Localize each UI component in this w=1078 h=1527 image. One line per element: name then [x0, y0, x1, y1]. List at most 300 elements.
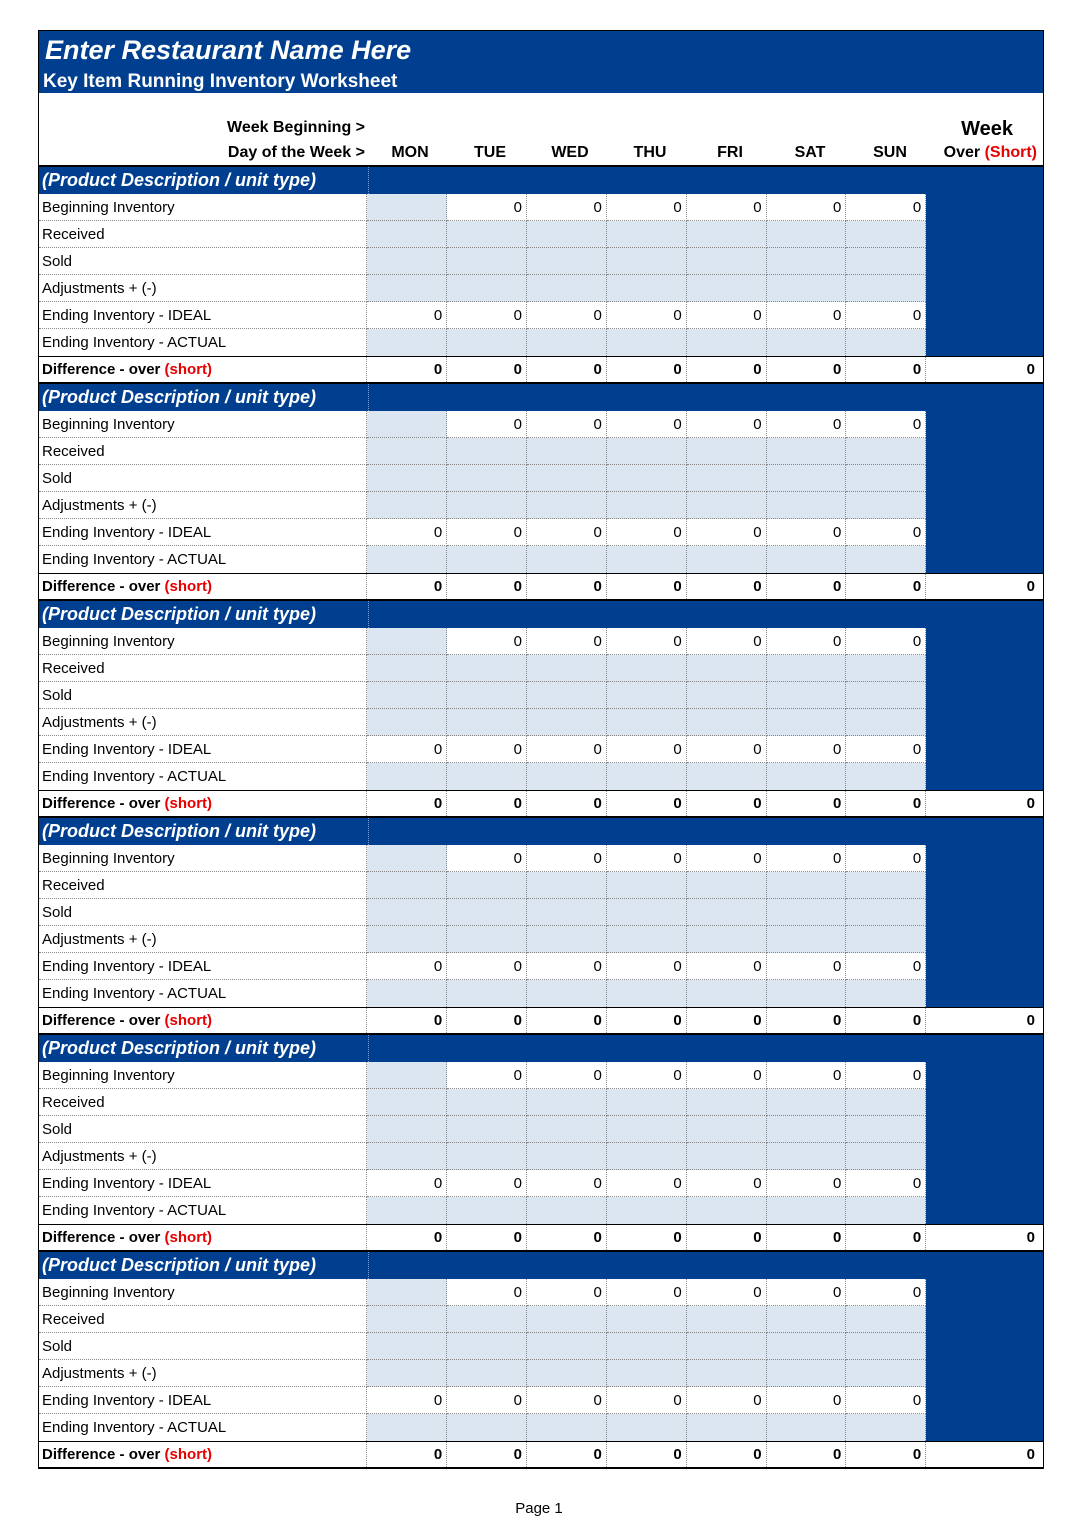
cell-sold-thu[interactable] [607, 682, 687, 709]
cell-received-sun[interactable] [846, 438, 926, 465]
cell-beginning-inventory-wed: 0 [527, 1062, 607, 1089]
cell-ending-inventory-actual-mon[interactable] [367, 329, 447, 356]
week-column-fill [926, 492, 1043, 519]
product-section [38, 818, 1044, 1035]
cell-adjustments-tue[interactable] [447, 492, 527, 519]
cell-received-mon[interactable] [367, 872, 447, 899]
row-label: Received [39, 221, 367, 248]
cell-ending-inventory-actual-sat[interactable] [767, 1197, 847, 1224]
product-description[interactable]: (Product Description / unit type) [42, 170, 317, 190]
cell-adjustments-sun[interactable] [846, 709, 926, 736]
row-ending-inventory-actual [39, 546, 1043, 573]
row-label: Sold [39, 1333, 367, 1360]
cell-sold-tue[interactable] [447, 1116, 527, 1143]
product-description[interactable]: (Product Description / unit type) [42, 1038, 317, 1058]
cell-ending-inventory-actual-thu[interactable] [607, 546, 687, 573]
cell-adjustments-mon[interactable] [367, 1360, 447, 1387]
cell-sold-thu[interactable] [607, 248, 687, 275]
row-ending-inventory-actual [39, 763, 1043, 790]
cell-adjustments-sat[interactable] [767, 926, 847, 953]
product-description[interactable]: (Product Description / unit type) [42, 387, 317, 407]
cell-sold-thu[interactable] [607, 465, 687, 492]
week-column-fill [926, 275, 1043, 302]
cell-adjustments-thu[interactable] [607, 1360, 687, 1387]
week-column-fill [926, 248, 1043, 275]
week-column-fill [926, 465, 1043, 492]
cell-adjustments-tue[interactable] [447, 1143, 527, 1170]
cell-sold-sun[interactable] [846, 899, 926, 926]
cell-ending-inventory-ideal-wed: 0 [527, 519, 607, 546]
cell-received-sun[interactable] [846, 872, 926, 899]
cell-received-tue[interactable] [447, 221, 527, 248]
cell-received-sat[interactable] [767, 655, 847, 682]
cell-sold-sun[interactable] [846, 682, 926, 709]
cell-received-wed[interactable] [527, 438, 607, 465]
row-adjustments [39, 1143, 1043, 1170]
cell-ending-inventory-actual-sun[interactable] [846, 1197, 926, 1224]
row-label: Adjustments + (-) [39, 492, 367, 519]
cell-adjustments-fri[interactable] [687, 275, 767, 302]
cell-ending-inventory-ideal-thu: 0 [607, 302, 687, 329]
cell-adjustments-wed[interactable] [527, 1143, 607, 1170]
cell-adjustments-mon[interactable] [367, 1143, 447, 1170]
cell-ending-inventory-ideal-sun: 0 [846, 1170, 926, 1197]
cell-received-thu[interactable] [607, 1306, 687, 1333]
product-description[interactable]: (Product Description / unit type) [42, 604, 317, 624]
cell-received-thu[interactable] [607, 872, 687, 899]
week-column-fill [926, 1306, 1043, 1333]
cell-received-sat[interactable] [767, 1306, 847, 1333]
cell-sold-wed[interactable] [527, 899, 607, 926]
cell-ending-inventory-actual-sun[interactable] [846, 980, 926, 1007]
row-label: Received [39, 655, 367, 682]
row-label: Beginning Inventory [39, 194, 367, 221]
cell-difference-wed: 0 [527, 1442, 607, 1467]
row-difference [39, 1224, 1043, 1250]
week-column-fill [926, 709, 1043, 736]
cell-received-thu[interactable] [607, 655, 687, 682]
cell-ending-inventory-actual-fri[interactable] [687, 329, 767, 356]
day-header-wed: WED [551, 144, 589, 161]
cell-adjustments-sun[interactable] [846, 492, 926, 519]
cell-ending-inventory-actual-tue[interactable] [447, 763, 527, 790]
cell-received-thu[interactable] [607, 1089, 687, 1116]
row-label: Sold [39, 465, 367, 492]
cell-sold-wed[interactable] [527, 1116, 607, 1143]
cell-ending-inventory-actual-wed[interactable] [527, 546, 607, 573]
cell-sold-sun[interactable] [846, 1333, 926, 1360]
cell-sold-thu[interactable] [607, 1116, 687, 1143]
cell-sold-fri[interactable] [687, 1333, 767, 1360]
week-column-fill [926, 1170, 1043, 1197]
cell-adjustments-sat[interactable] [767, 1143, 847, 1170]
week-column-fill [926, 546, 1043, 573]
cell-ending-inventory-actual-mon[interactable] [367, 1414, 447, 1441]
cell-ending-inventory-actual-tue[interactable] [447, 980, 527, 1007]
row-label: Adjustments + (-) [39, 275, 367, 302]
product-sections [38, 167, 1044, 1469]
cell-ending-inventory-actual-thu[interactable] [607, 763, 687, 790]
cell-received-fri[interactable] [687, 872, 767, 899]
cell-received-tue[interactable] [447, 1089, 527, 1116]
cell-ending-inventory-ideal-fri: 0 [687, 1387, 767, 1414]
cell-adjustments-mon[interactable] [367, 709, 447, 736]
cell-beginning-inventory-wed: 0 [527, 1279, 607, 1306]
cell-adjustments-thu[interactable] [607, 926, 687, 953]
row-label: Adjustments + (-) [39, 1360, 367, 1387]
cell-ending-inventory-actual-fri[interactable] [687, 1197, 767, 1224]
row-adjustments [39, 926, 1043, 953]
cell-sold-thu[interactable] [607, 1333, 687, 1360]
cell-adjustments-wed[interactable] [527, 275, 607, 302]
week-column-fill [926, 1197, 1043, 1224]
week-over-short-total: 0 [926, 574, 1043, 599]
cell-received-thu[interactable] [607, 221, 687, 248]
cell-adjustments-fri[interactable] [687, 1360, 767, 1387]
short-label: (Short) [984, 144, 1037, 161]
week-over-short-total: 0 [926, 791, 1043, 816]
cell-received-wed[interactable] [527, 1306, 607, 1333]
cell-received-mon[interactable] [367, 438, 447, 465]
cell-sold-fri[interactable] [687, 682, 767, 709]
row-received [39, 1089, 1043, 1116]
week-column-fill [926, 1387, 1043, 1414]
cell-beginning-inventory-fri: 0 [687, 1062, 767, 1089]
cell-received-sat[interactable] [767, 438, 847, 465]
week-column-fill [926, 1143, 1043, 1170]
cell-ending-inventory-actual-mon[interactable] [367, 1197, 447, 1224]
row-ending-inventory-ideal [39, 953, 1043, 980]
difference-short: (short) [164, 1012, 213, 1029]
cell-sold-mon[interactable] [367, 248, 447, 275]
cell-beginning-inventory-sat: 0 [767, 1279, 847, 1306]
row-adjustments [39, 1360, 1043, 1387]
cell-ending-inventory-actual-sun[interactable] [846, 1414, 926, 1441]
cell-beginning-inventory-sat: 0 [767, 845, 847, 872]
cell-adjustments-sat[interactable] [767, 1360, 847, 1387]
cell-sold-sat[interactable] [767, 1116, 847, 1143]
cell-sold-sat[interactable] [767, 899, 847, 926]
cell-beginning-inventory-tue: 0 [447, 845, 527, 872]
cell-sold-sun[interactable] [846, 465, 926, 492]
row-ending-inventory-ideal [39, 302, 1043, 329]
cell-adjustments-fri[interactable] [687, 492, 767, 519]
cell-received-sun[interactable] [846, 221, 926, 248]
cell-received-tue[interactable] [447, 438, 527, 465]
cell-difference-wed: 0 [527, 1008, 607, 1033]
cell-received-mon[interactable] [367, 1089, 447, 1116]
cell-ending-inventory-actual-wed[interactable] [527, 329, 607, 356]
header-divider [368, 1035, 369, 1062]
week-column-fill [926, 845, 1043, 872]
cell-received-tue[interactable] [447, 872, 527, 899]
week-over-short-total: 0 [926, 1008, 1043, 1033]
cell-sold-sun[interactable] [846, 248, 926, 275]
cell-beginning-inventory-mon[interactable] [367, 1062, 447, 1089]
row-received [39, 221, 1043, 248]
week-column-fill [926, 1279, 1043, 1306]
cell-ending-inventory-actual-tue[interactable] [447, 1197, 527, 1224]
cell-adjustments-thu[interactable] [607, 275, 687, 302]
cell-sold-wed[interactable] [527, 1333, 607, 1360]
cell-adjustments-wed[interactable] [527, 492, 607, 519]
cell-ending-inventory-actual-sat[interactable] [767, 1414, 847, 1441]
difference-prefix: Difference - over [42, 1446, 165, 1463]
cell-received-fri[interactable] [687, 438, 767, 465]
row-sold [39, 899, 1043, 926]
cell-adjustments-tue[interactable] [447, 1360, 527, 1387]
cell-adjustments-thu[interactable] [607, 709, 687, 736]
difference-label [39, 574, 367, 599]
difference-prefix: Difference - over [42, 795, 165, 812]
cell-received-wed[interactable] [527, 221, 607, 248]
cell-ending-inventory-ideal-tue: 0 [447, 1170, 527, 1197]
cell-ending-inventory-actual-fri[interactable] [687, 763, 767, 790]
cell-received-sun[interactable] [846, 1089, 926, 1116]
cell-beginning-inventory-sun: 0 [846, 1062, 926, 1089]
week-column-fill [926, 980, 1043, 1007]
worksheet-title: Key Item Running Inventory Worksheet [43, 71, 398, 92]
cell-received-fri[interactable] [687, 221, 767, 248]
difference-label [39, 1442, 367, 1467]
cell-difference-sat: 0 [767, 357, 847, 382]
cell-received-tue[interactable] [447, 1306, 527, 1333]
cell-ending-inventory-actual-sun[interactable] [846, 329, 926, 356]
cell-ending-inventory-actual-tue[interactable] [447, 546, 527, 573]
cell-adjustments-wed[interactable] [527, 926, 607, 953]
cell-sold-sat[interactable] [767, 1333, 847, 1360]
cell-ending-inventory-ideal-thu: 0 [607, 953, 687, 980]
cell-adjustments-sun[interactable] [846, 926, 926, 953]
cell-ending-inventory-actual-tue[interactable] [447, 329, 527, 356]
cell-ending-inventory-actual-mon[interactable] [367, 546, 447, 573]
cell-ending-inventory-actual-sat[interactable] [767, 980, 847, 1007]
cell-difference-thu: 0 [607, 1008, 687, 1033]
inventory-worksheet [38, 30, 1044, 1469]
cell-adjustments-tue[interactable] [447, 926, 527, 953]
cell-sold-tue[interactable] [447, 248, 527, 275]
cell-sold-tue[interactable] [447, 899, 527, 926]
cell-adjustments-fri[interactable] [687, 926, 767, 953]
cell-sold-tue[interactable] [447, 465, 527, 492]
cell-ending-inventory-ideal-tue: 0 [447, 519, 527, 546]
cell-received-thu[interactable] [607, 438, 687, 465]
product-section-header [39, 818, 1043, 845]
row-label: Received [39, 872, 367, 899]
cell-received-fri[interactable] [687, 1089, 767, 1116]
cell-ending-inventory-actual-mon[interactable] [367, 980, 447, 1007]
cell-ending-inventory-actual-thu[interactable] [607, 1414, 687, 1441]
over-short-header [944, 144, 1037, 162]
row-label: Ending Inventory - IDEAL [39, 302, 367, 329]
cell-adjustments-sun[interactable] [846, 1143, 926, 1170]
page-number: Page 1 [515, 1500, 563, 1517]
cell-ending-inventory-actual-tue[interactable] [447, 1414, 527, 1441]
cell-sold-wed[interactable] [527, 465, 607, 492]
cell-received-mon[interactable] [367, 655, 447, 682]
cell-adjustments-tue[interactable] [447, 709, 527, 736]
cell-adjustments-thu[interactable] [607, 492, 687, 519]
product-description[interactable]: (Product Description / unit type) [42, 821, 317, 841]
cell-ending-inventory-actual-mon[interactable] [367, 763, 447, 790]
difference-short: (short) [164, 578, 213, 595]
cell-adjustments-mon[interactable] [367, 926, 447, 953]
cell-ending-inventory-actual-sun[interactable] [846, 546, 926, 573]
row-received [39, 872, 1043, 899]
cell-difference-mon: 0 [367, 1225, 447, 1250]
cell-adjustments-sat[interactable] [767, 492, 847, 519]
cell-sold-mon[interactable] [367, 1116, 447, 1143]
cell-ending-inventory-actual-thu[interactable] [607, 329, 687, 356]
cell-beginning-inventory-fri: 0 [687, 845, 767, 872]
cell-sold-fri[interactable] [687, 248, 767, 275]
week-column-fill [926, 1414, 1043, 1441]
cell-beginning-inventory-sun: 0 [846, 194, 926, 221]
row-adjustments [39, 492, 1043, 519]
row-sold [39, 1116, 1043, 1143]
cell-sold-wed[interactable] [527, 248, 607, 275]
row-label: Beginning Inventory [39, 1062, 367, 1089]
cell-sold-mon[interactable] [367, 899, 447, 926]
cell-ending-inventory-ideal-mon: 0 [367, 519, 447, 546]
week-column-fill [926, 302, 1043, 329]
cell-received-sun[interactable] [846, 655, 926, 682]
cell-difference-tue: 0 [447, 1225, 527, 1250]
cell-sold-sat[interactable] [767, 248, 847, 275]
cell-ending-inventory-actual-fri[interactable] [687, 980, 767, 1007]
row-label: Beginning Inventory [39, 845, 367, 872]
cell-ending-inventory-actual-wed[interactable] [527, 1197, 607, 1224]
cell-beginning-inventory-sat: 0 [767, 194, 847, 221]
day-header-sun: SUN [873, 144, 907, 161]
cell-sold-mon[interactable] [367, 682, 447, 709]
cell-beginning-inventory-mon[interactable] [367, 411, 447, 438]
cell-received-fri[interactable] [687, 1306, 767, 1333]
cell-beginning-inventory-mon[interactable] [367, 628, 447, 655]
cell-received-wed[interactable] [527, 655, 607, 682]
cell-ending-inventory-ideal-sat: 0 [767, 1170, 847, 1197]
day-header-tue: TUE [474, 144, 506, 161]
cell-adjustments-mon[interactable] [367, 275, 447, 302]
difference-prefix: Difference - over [42, 361, 165, 378]
cell-adjustments-mon[interactable] [367, 492, 447, 519]
cell-adjustments-sun[interactable] [846, 275, 926, 302]
cell-ending-inventory-actual-wed[interactable] [527, 1414, 607, 1441]
cell-adjustments-thu[interactable] [607, 1143, 687, 1170]
cell-received-fri[interactable] [687, 655, 767, 682]
cell-difference-fri: 0 [687, 574, 767, 599]
difference-label [39, 357, 367, 382]
row-beginning-inventory [39, 1062, 1043, 1089]
cell-adjustments-sun[interactable] [846, 1360, 926, 1387]
cell-adjustments-fri[interactable] [687, 709, 767, 736]
product-section-header [39, 167, 1043, 194]
cell-received-tue[interactable] [447, 655, 527, 682]
cell-sold-wed[interactable] [527, 682, 607, 709]
cell-received-wed[interactable] [527, 872, 607, 899]
week-column-fill [926, 872, 1043, 899]
row-label: Ending Inventory - ACTUAL [39, 980, 367, 1007]
cell-sold-tue[interactable] [447, 682, 527, 709]
cell-difference-fri: 0 [687, 1442, 767, 1467]
cell-sold-mon[interactable] [367, 465, 447, 492]
cell-ending-inventory-ideal-fri: 0 [687, 1170, 767, 1197]
cell-adjustments-sat[interactable] [767, 709, 847, 736]
cell-ending-inventory-actual-fri[interactable] [687, 546, 767, 573]
row-label: Ending Inventory - ACTUAL [39, 546, 367, 573]
cell-adjustments-wed[interactable] [527, 1360, 607, 1387]
cell-sold-sun[interactable] [846, 1116, 926, 1143]
cell-difference-fri: 0 [687, 1225, 767, 1250]
cell-received-mon[interactable] [367, 1306, 447, 1333]
cell-received-mon[interactable] [367, 221, 447, 248]
cell-sold-sat[interactable] [767, 465, 847, 492]
cell-sold-mon[interactable] [367, 1333, 447, 1360]
cell-ending-inventory-ideal-mon: 0 [367, 1387, 447, 1414]
cell-adjustments-tue[interactable] [447, 275, 527, 302]
cell-ending-inventory-actual-thu[interactable] [607, 1197, 687, 1224]
row-label: Received [39, 438, 367, 465]
cell-sold-tue[interactable] [447, 1333, 527, 1360]
cell-ending-inventory-ideal-tue: 0 [447, 1387, 527, 1414]
cell-received-sat[interactable] [767, 221, 847, 248]
cell-received-sat[interactable] [767, 872, 847, 899]
cell-difference-thu: 0 [607, 1225, 687, 1250]
cell-ending-inventory-ideal-sun: 0 [846, 736, 926, 763]
cell-beginning-inventory-tue: 0 [447, 411, 527, 438]
row-adjustments [39, 709, 1043, 736]
product-section [38, 1035, 1044, 1252]
cell-adjustments-sat[interactable] [767, 275, 847, 302]
cell-sold-thu[interactable] [607, 899, 687, 926]
cell-received-sat[interactable] [767, 1089, 847, 1116]
cell-sold-fri[interactable] [687, 899, 767, 926]
cell-ending-inventory-actual-sat[interactable] [767, 329, 847, 356]
restaurant-name[interactable]: Enter Restaurant Name Here [45, 35, 412, 65]
cell-difference-sun: 0 [846, 357, 926, 382]
cell-adjustments-wed[interactable] [527, 709, 607, 736]
cell-beginning-inventory-mon[interactable] [367, 1279, 447, 1306]
product-section [38, 1252, 1044, 1469]
cell-ending-inventory-ideal-tue: 0 [447, 953, 527, 980]
cell-difference-thu: 0 [607, 574, 687, 599]
cell-ending-inventory-actual-wed[interactable] [527, 763, 607, 790]
cell-beginning-inventory-mon[interactable] [367, 845, 447, 872]
day-header-sat: SAT [794, 144, 826, 161]
column-header [38, 93, 1044, 167]
product-section-header [39, 601, 1043, 628]
cell-sold-fri[interactable] [687, 1116, 767, 1143]
product-description[interactable]: (Product Description / unit type) [42, 1255, 317, 1275]
cell-difference-sun: 0 [846, 791, 926, 816]
cell-difference-sun: 0 [846, 1442, 926, 1467]
cell-ending-inventory-ideal-tue: 0 [447, 302, 527, 329]
cell-beginning-inventory-sat: 0 [767, 628, 847, 655]
cell-adjustments-fri[interactable] [687, 1143, 767, 1170]
cell-ending-inventory-actual-fri[interactable] [687, 1414, 767, 1441]
cell-sold-fri[interactable] [687, 465, 767, 492]
cell-ending-inventory-actual-sun[interactable] [846, 763, 926, 790]
cell-ending-inventory-actual-sat[interactable] [767, 763, 847, 790]
cell-received-sun[interactable] [846, 1306, 926, 1333]
cell-ending-inventory-actual-thu[interactable] [607, 980, 687, 1007]
cell-ending-inventory-actual-wed[interactable] [527, 980, 607, 1007]
cell-ending-inventory-actual-sat[interactable] [767, 546, 847, 573]
cell-beginning-inventory-sun: 0 [846, 628, 926, 655]
cell-beginning-inventory-mon[interactable] [367, 194, 447, 221]
cell-sold-sat[interactable] [767, 682, 847, 709]
cell-received-wed[interactable] [527, 1089, 607, 1116]
